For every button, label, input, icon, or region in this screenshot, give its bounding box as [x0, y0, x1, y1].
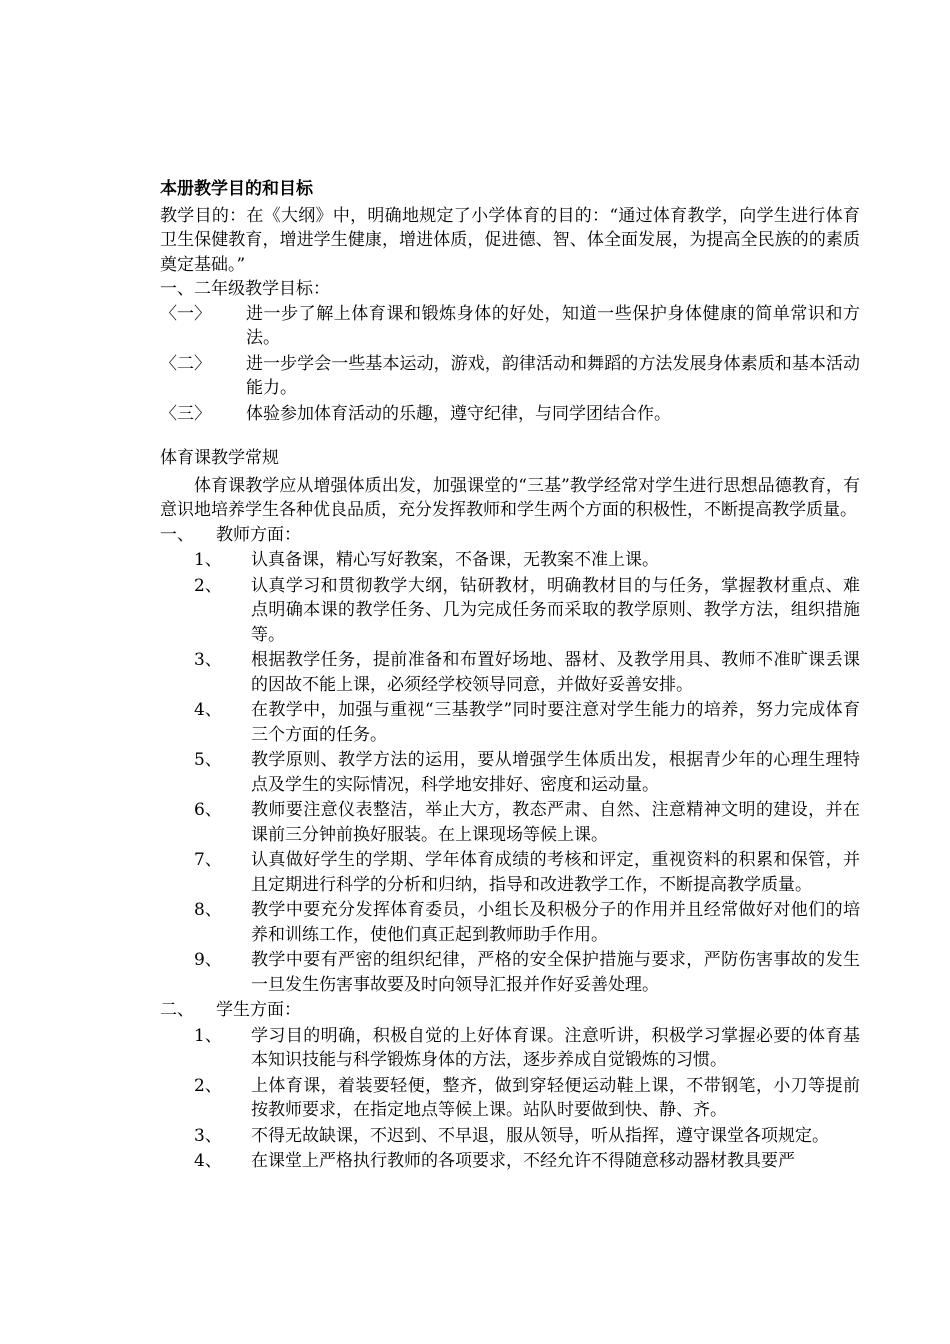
item-text: 上体育课，着装要轻便，整齐，做到穿轻便运动鞋上课，不带钢笔，小刀等提前按教师要求，在指定地点等候上课。站队时要做到快、静、齐。: [251, 1075, 860, 1120]
teacher-heading: [160, 523, 860, 548]
student-item: [160, 1074, 860, 1123]
item-text: 不得无故缺课，不迟到、不早退，服从领导，听从指挥，遵守课堂各项规定。: [251, 1125, 829, 1146]
item-number: 8、: [194, 900, 222, 920]
student-item: [160, 1124, 860, 1149]
teacher-item: [160, 948, 860, 997]
goal-text: 进一步学会一些基本运动，游戏，韵律活动和舞蹈的方法发展身体素质和基本活动能力。: [246, 353, 860, 398]
teacher-item: [160, 548, 860, 573]
item-number: 1、: [194, 1025, 222, 1046]
item-number: 9、: [194, 950, 222, 970]
item-number: 3、: [194, 1125, 222, 1146]
teacher-item: [160, 898, 860, 947]
teacher-item: [160, 748, 860, 797]
section-label: 二、: [160, 1000, 194, 1020]
item-number: 2、: [194, 575, 222, 596]
item-number: 5、: [194, 750, 222, 770]
item-text: 教学中要充分发挥体育委员，小组长及积极分子的作用并且经常做好对他们的培养和训练工作，使他们真正起到教师助手作用。: [251, 900, 860, 945]
item-text: 学习目的明确，积极自觉的上好体育课。注意听讲，积极学习掌握必要的体育基本知识技能与科学锻炼身体的方法，逐步养成自觉锻炼的习惯。: [251, 1025, 860, 1070]
item-number: 4、: [194, 1151, 222, 1171]
teacher-item: [160, 848, 860, 897]
purpose-paragraph: 教学目的：在《大纲》中，明确地规定了小学体育的目的：“通过体育教学，向学生进行体育卫生保健教育，增进学生健康，增进体质，促进德、智、体全面发展，为提高全民族的的素质奠定基础。”: [160, 205, 860, 275]
item-text: 教师要注意仪表整洁，举止大方，教态严肃、自然、注意精神文明的建设，并在课前三分钟前换好服装。在上课现场等候上课。: [251, 800, 860, 845]
student-item: [160, 1024, 860, 1073]
student-item: [160, 1149, 860, 1174]
goal-label: 〈二〉: [160, 353, 211, 374]
item-text: 认真备课，精心写好教案，不备课，无教案不准上课。: [251, 550, 659, 570]
grade-goals-heading: 一、二年级教学目标：: [160, 279, 330, 299]
goal-text: 体验参加体育活动的乐趣，遵守纪律，与同学团结合作。: [246, 403, 671, 424]
goal-text: 进一步了解上体育课和锻炼身体的好处，知道一些保护身体健康的简单常识和方法。: [246, 303, 860, 348]
item-text: 教学原则、教学方法的运用，要从增强学生体质出发，根据青少年的心理生理特点及学生的实际情况，科学地安排好、密度和运动量。: [251, 750, 860, 795]
section-heading: 学生方面：: [216, 1000, 301, 1020]
item-text: 在课堂上严格执行教师的各项要求，不经允许不得随意移动器材教具要严: [251, 1151, 795, 1171]
item-number: 2、: [194, 1075, 222, 1096]
teacher-item: [160, 574, 860, 648]
goal-item: [160, 402, 860, 427]
item-text: 认真学习和贯彻教学大纲，钻研教材，明确教材目的与任务，掌握教材重点、难点明确本课的教学任务、几为完成任务而采取的教学原则、教学方法，组织措施等。: [251, 575, 860, 645]
routine-intro: 体育课教学应从增强体质出发，加强课堂的“三基”教学经常对学生进行思想品德教育，有意识地培养学生各种优良品质，充分发挥教师和学生两个方面的积极性，不断提高教学质量。: [160, 475, 860, 520]
teacher-item: [160, 648, 860, 697]
teacher-item: [160, 698, 860, 747]
item-number: 1、: [194, 550, 222, 570]
item-text: 教学中要有严密的组织纪律，严格的安全保护措施与要求，严防伤害事故的发生一旦发生伤害事故要及时向领导汇报并作好妥善处理。: [251, 950, 860, 995]
item-text: 认真做好学生的学期、学年体育成绩的考核和评定，重视资料的积累和保管，并且定期进行科学的分析和归纳，指导和改进教学工作，不断提高教学质量。: [251, 850, 860, 895]
item-number: 7、: [194, 850, 222, 870]
teacher-item: [160, 798, 860, 847]
section-heading: 教师方面：: [216, 524, 301, 545]
document-title: 本册教学目的和目标: [160, 179, 313, 199]
item-number: 3、: [194, 650, 222, 670]
student-heading: [160, 998, 860, 1023]
section-label: 一、: [160, 524, 194, 545]
item-text: 根据教学任务，提前准备和布置好场地、器材、及教学用具、教师不准旷课丢课的因故不能上课，必须经学校领导同意，并做好妥善安排。: [251, 650, 860, 695]
goal-item: [160, 352, 860, 401]
item-number: 6、: [194, 800, 222, 820]
item-number: 4、: [194, 700, 222, 720]
goal-item: [160, 302, 860, 351]
routine-title: 体育课教学常规: [160, 448, 279, 468]
goal-label: 〈三〉: [160, 403, 211, 424]
document-page: [160, 177, 860, 1175]
item-text: 在教学中，加强与重视“三基教学”同时要注意对学生能力的培养，努力完成体育三个方面的任务。: [251, 700, 860, 745]
goal-label: 〈一〉: [160, 303, 211, 324]
